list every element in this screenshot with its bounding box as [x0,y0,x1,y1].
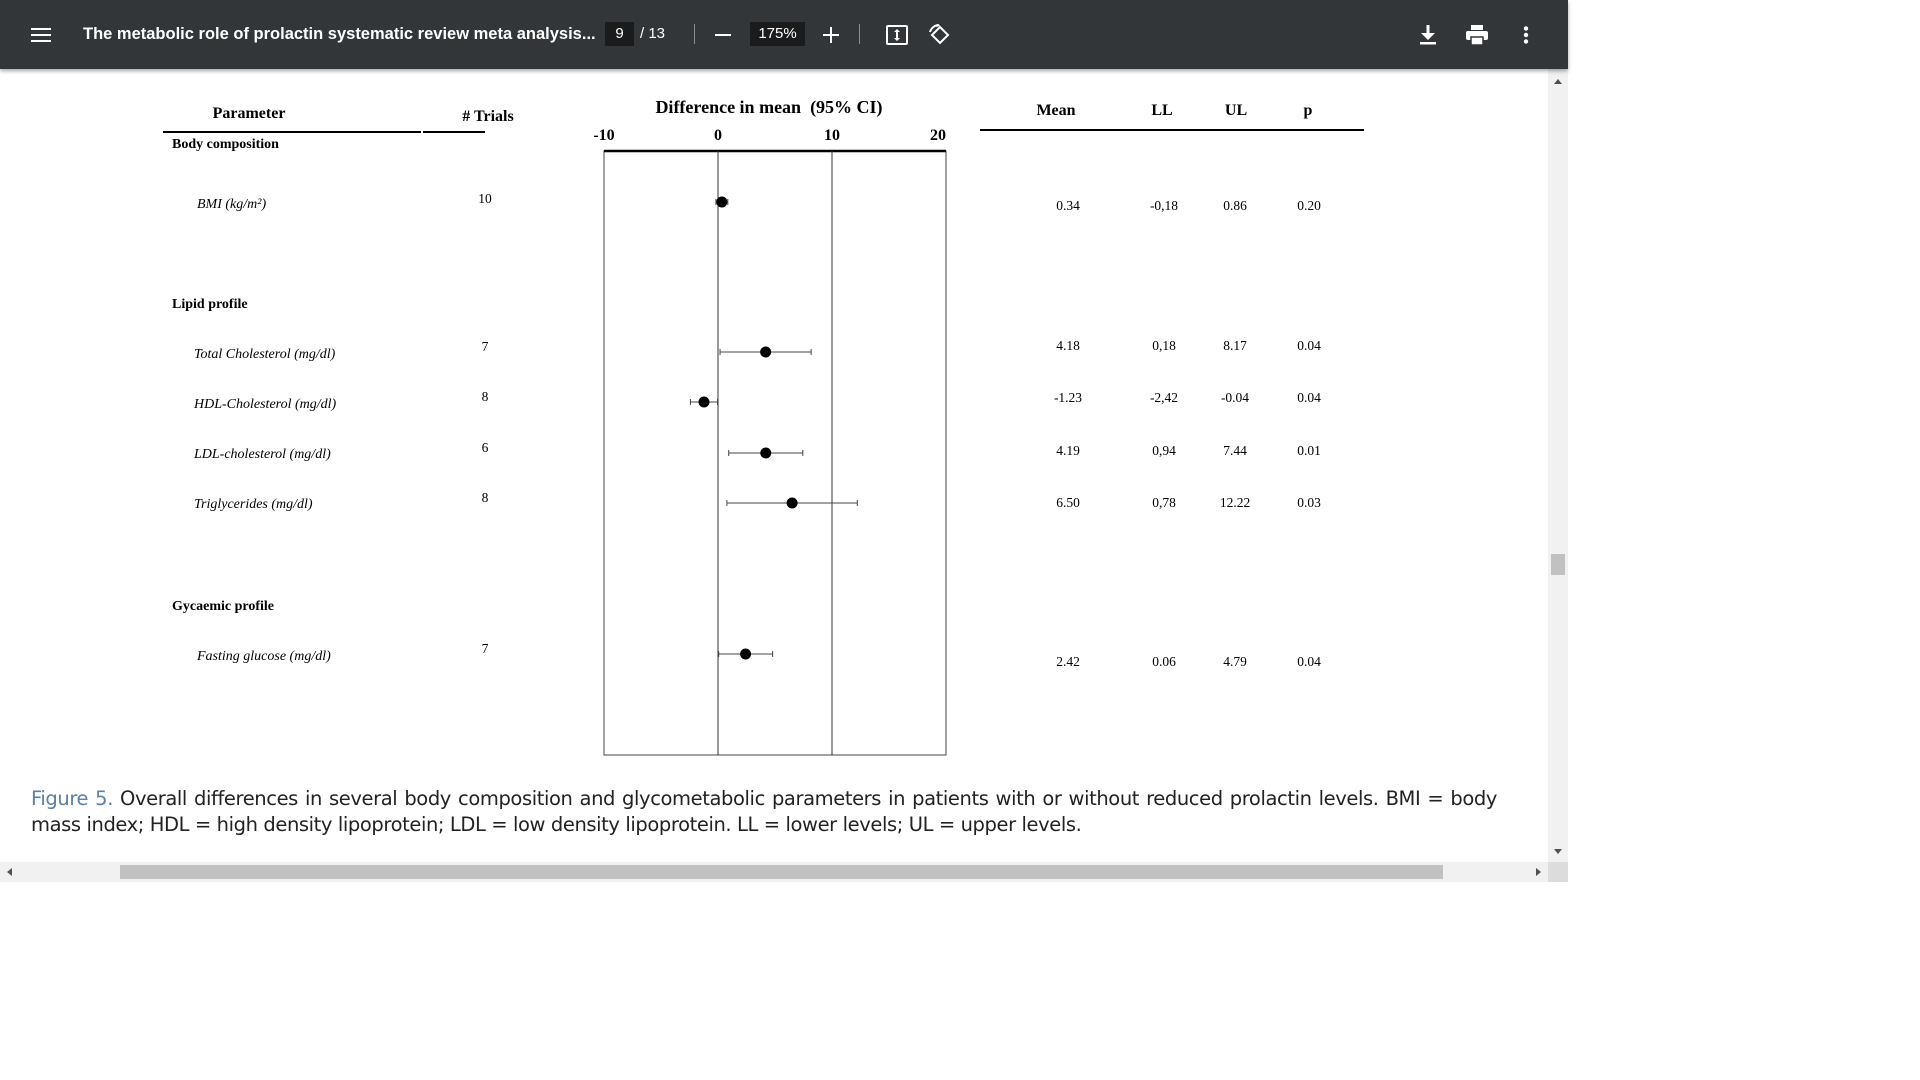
row-mean: -1.23 [1053,390,1083,405]
scroll-up-icon[interactable] [1548,71,1568,89]
pdf-toolbar [0,0,1568,69]
mean-point [716,197,727,208]
rotate-icon [929,24,951,46]
header-trials: # Trials [462,108,514,125]
row-ul: 8.17 [1223,338,1247,353]
figure-caption [31,786,1497,838]
scroll-down-icon[interactable] [1548,843,1568,861]
toolbar-divider [694,24,695,44]
mean-point [740,649,751,660]
row-p: 0.20 [1297,198,1321,213]
page-total: / 13 [640,25,666,42]
row-ll: -2,42 [1149,390,1179,405]
row-mean: 4.18 [1056,338,1080,353]
horizontal-scrollbar[interactable] [0,862,1548,882]
x-tick-label: 20 [930,127,946,144]
menu-icon [31,27,51,43]
row-ll: 0,78 [1152,495,1176,510]
zoom-level-input[interactable]: 175% [750,22,805,46]
row-trials: 8 [481,490,489,505]
scroll-left-icon[interactable] [0,862,18,882]
download-button[interactable] [1411,18,1445,52]
pdf-page-viewport [0,69,1548,862]
caption-text: Overall differences in several body composition and glycometabolic parameters in patients with or without reduced prolactin levels. BMI = body mass index; HDL = high density lipoprotein; LDL = low density lipoprotein. LL = lower levels; UL = upper levels. [31,787,1497,836]
row-trials: 7 [481,641,489,656]
row-p: 0.04 [1297,654,1321,669]
row-param: Fasting glucose (mg/dl) [197,649,331,664]
row-ll: 0,18 [1152,338,1176,353]
x-tick-label: 0 [714,127,722,144]
fit-page-icon [886,25,908,45]
row-mean: 6.50 [1056,495,1080,510]
row-ll: 0.06 [1152,654,1176,669]
zoom-out-icon [715,27,731,43]
zoom-in-icon [823,27,839,43]
mean-point [787,498,798,509]
header-p: p [1303,102,1313,119]
row-p: 0.04 [1297,390,1321,405]
row-p: 0.03 [1297,495,1321,510]
more-icon [1523,26,1529,44]
row-trials: 7 [481,339,489,354]
print-icon [1466,25,1488,45]
x-tick-label: -10 [593,127,615,144]
row-ul: 0.86 [1223,198,1247,213]
mean-point [698,397,709,408]
row-ll: 0,94 [1152,443,1176,458]
row-trials: 6 [481,440,489,455]
row-param: LDL-cholesterol (mg/dl) [194,447,331,462]
row-p: 0.04 [1297,338,1321,353]
row-mean: 4.19 [1056,443,1080,458]
menu-button[interactable] [22,16,60,54]
mean-point [760,347,771,358]
row-p: 0.01 [1297,443,1321,458]
row-param: Total Cholesterol (mg/dl) [194,347,336,362]
fit-page-button[interactable] [880,18,914,52]
scrollbar-corner [1548,862,1568,882]
row-trials: 10 [478,191,492,206]
header-mean: Mean [1036,102,1076,119]
toolbar-divider [859,24,860,44]
row-param: HDL-Cholesterol (mg/dl) [194,397,337,412]
forest-plot [0,69,1548,769]
row-mean: 0.34 [1056,198,1080,213]
print-button[interactable] [1460,18,1494,52]
caption-label: Figure 5. [31,787,113,810]
row-ul: 12.22 [1219,495,1251,510]
row-ll: -0,18 [1149,198,1179,213]
plot-title: Difference in mean (95% CI) [655,97,883,117]
page-number-input[interactable]: 9 [605,22,634,46]
zoom-out-button[interactable] [708,20,738,50]
row-mean: 2.42 [1056,654,1080,669]
header-parameter: Parameter [212,105,286,122]
header-ll: LL [1151,102,1173,119]
horizontal-scroll-thumb[interactable] [120,865,1443,879]
row-ul: 4.79 [1223,654,1247,669]
download-icon [1419,25,1437,45]
section-lipid-profile: Lipid profile [172,297,248,312]
section-glycaemic-profile: Gycaemic profile [172,599,274,614]
row-param: BMI (kg/m²) [197,197,267,212]
x-tick-label: 10 [824,127,840,144]
document-title: The metabolic role of prolactin systematic review meta analysis... [83,25,596,43]
row-trials: 8 [481,389,489,404]
header-ul: UL [1224,102,1248,119]
rotate-button[interactable] [923,18,957,52]
row-ul: 7.44 [1223,443,1247,458]
mean-point [760,448,771,459]
row-param: Triglycerides (mg/dl) [194,497,313,512]
vertical-scroll-thumb[interactable] [1551,554,1565,575]
section-body-composition: Body composition [172,137,279,152]
zoom-in-button[interactable] [816,20,846,50]
vertical-scrollbar[interactable] [1548,69,1568,862]
scroll-right-icon[interactable] [1530,862,1548,882]
more-options-button[interactable] [1509,18,1543,52]
row-ul: -0.04 [1220,390,1250,405]
